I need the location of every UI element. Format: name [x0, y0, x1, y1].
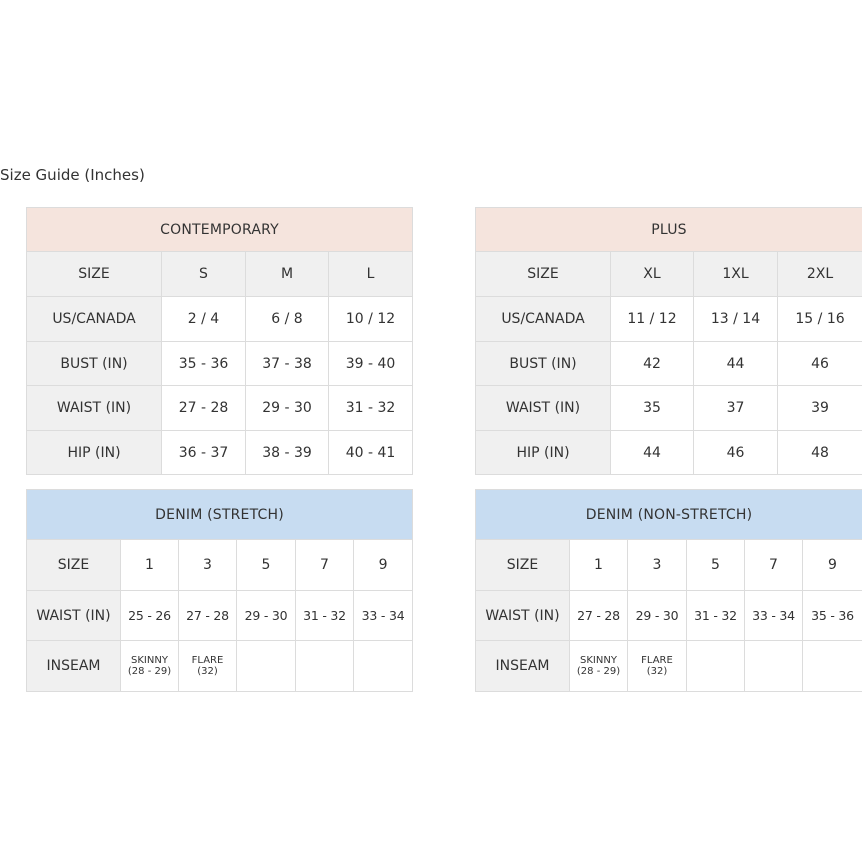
empty-cell	[803, 641, 862, 692]
inseam-name: SKINNY	[131, 655, 168, 666]
size-cell: L	[329, 252, 413, 297]
table-row	[476, 641, 862, 692]
inseam-range: (28 - 29)	[127, 666, 172, 677]
plus-title: PLUS	[476, 208, 862, 252]
denim-stretch-header-row	[27, 490, 413, 540]
row-label: SIZE	[27, 540, 121, 591]
table-row	[27, 540, 413, 591]
table-row	[476, 431, 862, 475]
contemporary-size-table	[26, 207, 413, 475]
row-label: SIZE	[27, 252, 162, 297]
denim-nonstretch-title: DENIM (NON-STRETCH)	[476, 490, 862, 540]
row-label: BUST (IN)	[476, 342, 611, 386]
value-cell: 35	[611, 386, 694, 431]
table-row	[476, 540, 862, 591]
size-cell: 7	[745, 540, 803, 591]
row-label: WAIST (IN)	[476, 386, 611, 431]
value-cell: 6 / 8	[246, 297, 329, 342]
row-label: WAIST (IN)	[27, 386, 162, 431]
table-row	[476, 297, 862, 342]
value-cell: 46	[694, 431, 778, 475]
size-cell: 9	[803, 540, 862, 591]
size-cell: 5	[237, 540, 296, 591]
row-label: WAIST (IN)	[476, 591, 570, 641]
inseam-name: SKINNY	[580, 655, 617, 666]
value-cell: 33 - 34	[354, 591, 413, 641]
value-cell: 46	[778, 342, 862, 386]
table-row	[27, 431, 413, 475]
value-cell: 31 - 32	[296, 591, 354, 641]
table-row	[27, 342, 413, 386]
size-cell: 1	[121, 540, 179, 591]
value-cell: 37 - 38	[246, 342, 329, 386]
denim-nonstretch-size-table	[475, 489, 862, 692]
inseam-cell	[179, 641, 237, 692]
table-row	[27, 252, 413, 297]
row-label: US/CANADA	[476, 297, 611, 342]
value-cell: 42	[611, 342, 694, 386]
empty-cell	[687, 641, 745, 692]
value-cell: 39	[778, 386, 862, 431]
denim-stretch-title: DENIM (STRETCH)	[27, 490, 413, 540]
table-row	[27, 591, 413, 641]
value-cell: 29 - 30	[628, 591, 687, 641]
inseam-range: (28 - 29)	[576, 666, 621, 677]
value-cell: 44	[694, 342, 778, 386]
row-label: HIP (IN)	[476, 431, 611, 475]
value-cell: 27 - 28	[162, 386, 246, 431]
value-cell: 15 / 16	[778, 297, 862, 342]
inseam-range: (32)	[197, 666, 218, 677]
denim-stretch-size-table	[26, 489, 413, 692]
contemporary-title: CONTEMPORARY	[27, 208, 413, 252]
plus-header-row	[476, 208, 862, 252]
row-label: INSEAM	[27, 641, 121, 692]
empty-cell	[237, 641, 296, 692]
table-row	[476, 342, 862, 386]
size-cell: 3	[628, 540, 687, 591]
value-cell: 31 - 32	[329, 386, 413, 431]
size-cell: 1XL	[694, 252, 778, 297]
table-row	[476, 252, 862, 297]
value-cell: 35 - 36	[803, 591, 862, 641]
row-label: SIZE	[476, 540, 570, 591]
value-cell: 2 / 4	[162, 297, 246, 342]
table-row	[27, 641, 413, 692]
inseam-name: FLARE	[641, 655, 673, 666]
size-cell: XL	[611, 252, 694, 297]
value-cell: 27 - 28	[179, 591, 237, 641]
contemporary-header-row	[27, 208, 413, 252]
table-row	[476, 386, 862, 431]
value-cell: 38 - 39	[246, 431, 329, 475]
size-cell: 3	[179, 540, 237, 591]
size-cell: 1	[570, 540, 628, 591]
empty-cell	[745, 641, 803, 692]
page-title: Size Guide (Inches)	[0, 166, 145, 184]
value-cell: 25 - 26	[121, 591, 179, 641]
value-cell: 10 / 12	[329, 297, 413, 342]
row-label: BUST (IN)	[27, 342, 162, 386]
value-cell: 31 - 32	[687, 591, 745, 641]
size-cell: 5	[687, 540, 745, 591]
row-label: INSEAM	[476, 641, 570, 692]
value-cell: 33 - 34	[745, 591, 803, 641]
value-cell: 27 - 28	[570, 591, 628, 641]
value-cell: 35 - 36	[162, 342, 246, 386]
empty-cell	[354, 641, 413, 692]
row-label: HIP (IN)	[27, 431, 162, 475]
table-row	[27, 297, 413, 342]
empty-cell	[296, 641, 354, 692]
value-cell: 11 / 12	[611, 297, 694, 342]
size-cell: M	[246, 252, 329, 297]
value-cell: 29 - 30	[237, 591, 296, 641]
inseam-range: (32)	[646, 666, 668, 677]
row-label: WAIST (IN)	[27, 591, 121, 641]
inseam-cell	[628, 641, 687, 692]
value-cell: 44	[611, 431, 694, 475]
size-cell: 9	[354, 540, 413, 591]
size-cell: S	[162, 252, 246, 297]
plus-size-table	[475, 207, 862, 475]
denim-nonstretch-header-row	[476, 490, 862, 540]
table-row	[27, 386, 413, 431]
table-row	[476, 591, 862, 641]
row-label: SIZE	[476, 252, 611, 297]
inseam-name: FLARE	[191, 655, 224, 666]
value-cell: 36 - 37	[162, 431, 246, 475]
value-cell: 40 - 41	[329, 431, 413, 475]
row-label: US/CANADA	[27, 297, 162, 342]
value-cell: 48	[778, 431, 862, 475]
value-cell: 39 - 40	[329, 342, 413, 386]
inseam-cell	[121, 641, 179, 692]
value-cell: 37	[694, 386, 778, 431]
value-cell: 29 - 30	[246, 386, 329, 431]
size-cell: 7	[296, 540, 354, 591]
inseam-cell	[570, 641, 628, 692]
value-cell: 13 / 14	[694, 297, 778, 342]
size-cell: 2XL	[778, 252, 862, 297]
